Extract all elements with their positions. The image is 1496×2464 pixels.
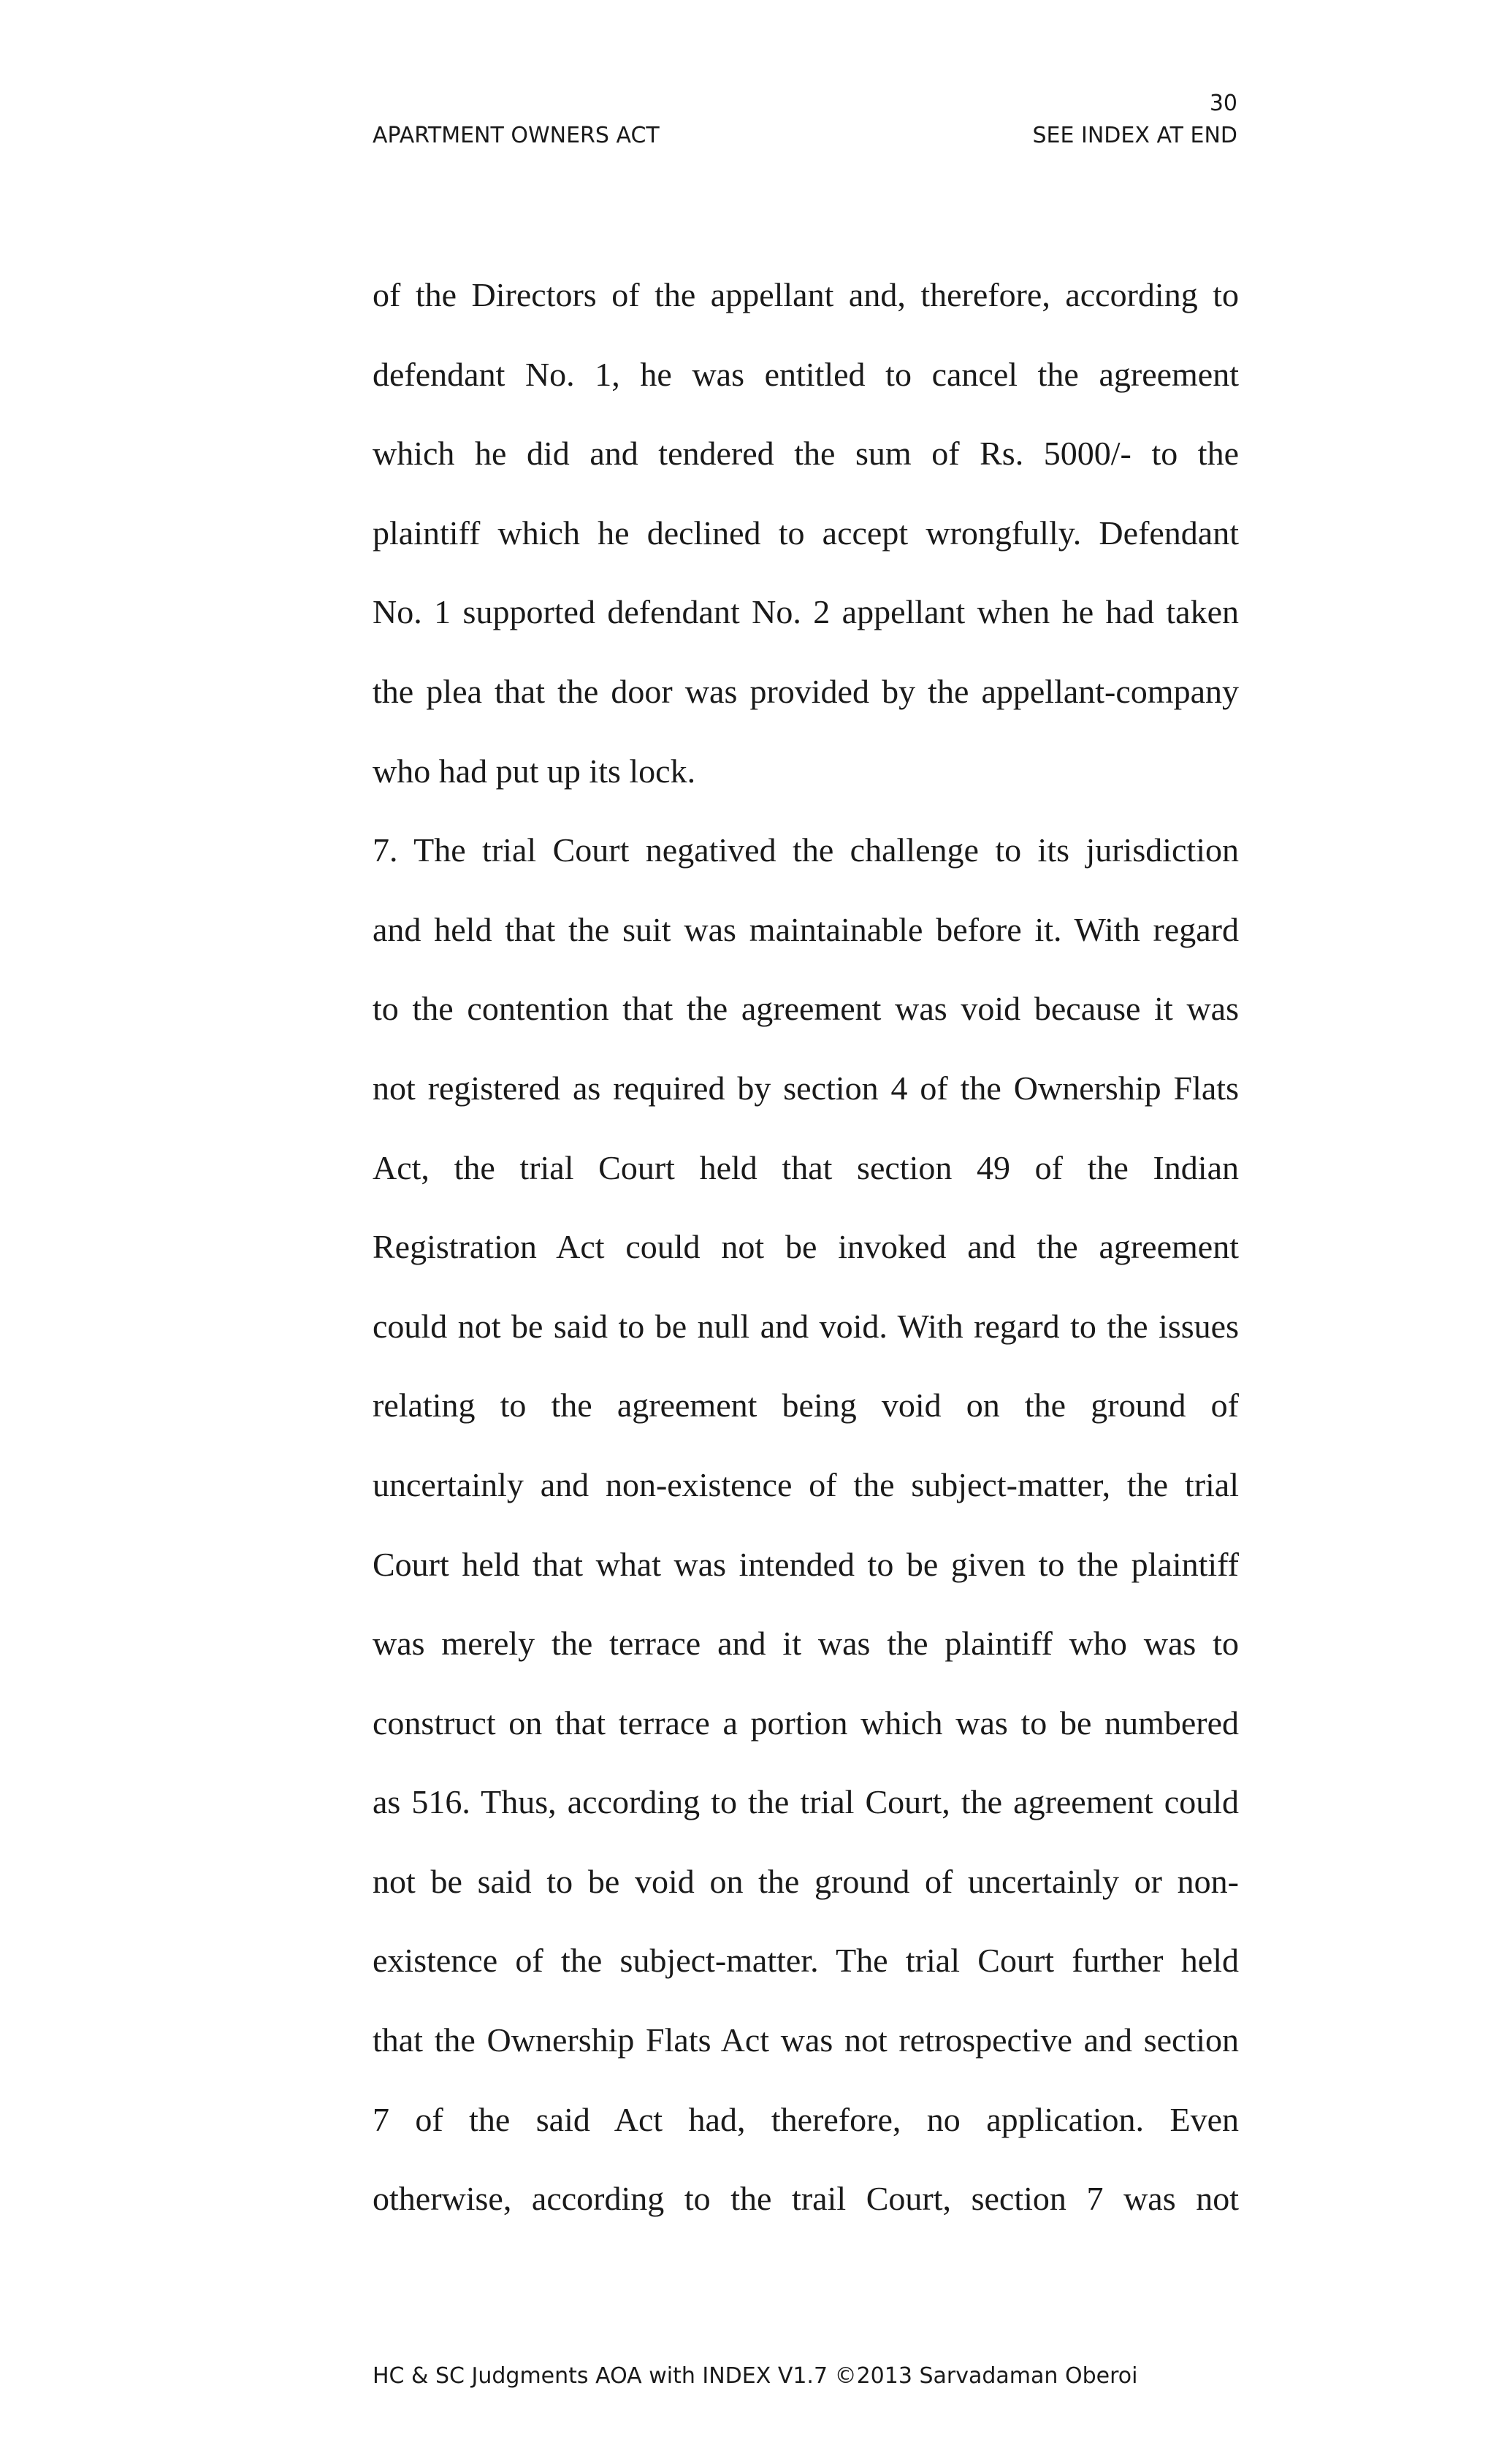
text-line: No. 1 supported defendant No. 2 appellant when he had taken bbox=[373, 593, 1239, 631]
text-line: and held that the suit was maintainable before it. With regard bbox=[373, 910, 1239, 948]
text-line: 7 of the said Act had, therefore, no application. Even bbox=[373, 2100, 1239, 2138]
text-line: could not be said to be null and void. With regard to the issues bbox=[373, 1307, 1239, 1345]
running-header-index-note: SEE INDEX AT END bbox=[1032, 123, 1237, 148]
text-line: as 516. Thus, according to the trial Court, the agreement could bbox=[373, 1783, 1239, 1821]
text-line: relating to the agreement being void on the ground of bbox=[373, 1387, 1239, 1424]
text-line: who had put up its lock. bbox=[373, 752, 696, 790]
text-line: existence of the subject-matter. The trial Court further held bbox=[373, 1942, 1239, 1980]
running-header-title: APARTMENT OWNERS ACT bbox=[373, 123, 660, 148]
text-line: to the contention that the agreement was void because it was bbox=[373, 990, 1239, 1028]
text-line: was merely the terrace and it was the plaintiff who was to bbox=[373, 1625, 1239, 1663]
text-line: which he did and tendered the sum of Rs. 5000/- to the bbox=[373, 435, 1239, 473]
text-line: plaintiff which he declined to accept wrongfully. Defendant bbox=[373, 514, 1239, 552]
text-line: Act, the trial Court held that section 49 of the Indian bbox=[373, 1148, 1239, 1186]
text-line: defendant No. 1, he was entitled to cancel the agreement bbox=[373, 355, 1239, 393]
text-line: not registered as required by section 4 of the Ownership Flats bbox=[373, 1069, 1239, 1107]
text-line: not be said to be void on the ground of uncertainly or non- bbox=[373, 1862, 1239, 1900]
text-line: that the Ownership Flats Act was not retrospective and section bbox=[373, 2021, 1239, 2059]
text-line: construct on that terrace a portion which was to be numbered bbox=[373, 1704, 1239, 1742]
text-line: Court held that what was intended to be given to the plaintiff bbox=[373, 1545, 1239, 1583]
text-line: the plea that the door was provided by the appellant-company bbox=[373, 672, 1239, 710]
text-line: of the Directors of the appellant and, therefore, according to bbox=[373, 276, 1239, 313]
page-footer: HC & SC Judgments AOA with INDEX V1.7 ©2013 Sarvadaman Oberoi bbox=[373, 2363, 1138, 2389]
text-line: uncertainly and non-existence of the subject-matter, the trial bbox=[373, 1465, 1239, 1503]
text-line: Registration Act could not be invoked and the agreement bbox=[373, 1228, 1239, 1266]
text-line: 7. The trial Court negatived the challenge to its jurisdiction bbox=[373, 831, 1239, 869]
body-text bbox=[373, 256, 1239, 2239]
page-number: 30 bbox=[1209, 91, 1237, 116]
text-line: otherwise, according to the trail Court, section 7 was not bbox=[373, 2180, 1239, 2218]
